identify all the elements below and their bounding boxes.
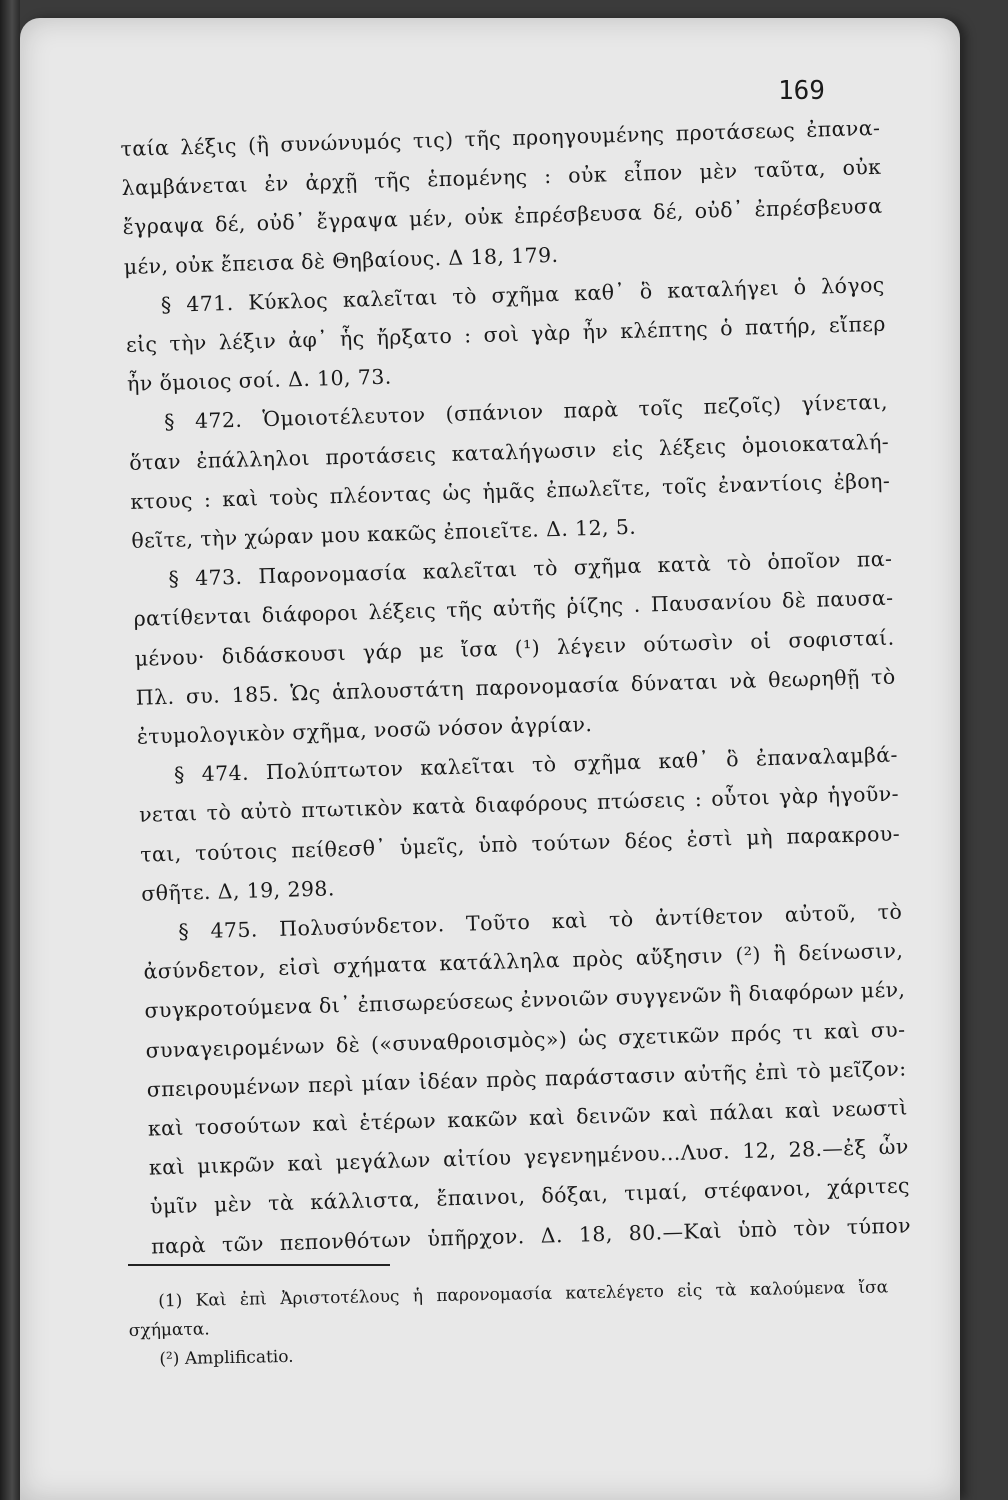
section-475-heading-line: § 475. Πολυσύνδετον. Τοῦτο καὶ τὸ ἀντίθετον αὐτοῦ, τὸ [178, 899, 903, 944]
text-line: εἰς τὴν λέξιν ἀφ᾽ ἧς ἤρξατο : σοὶ γὰρ ἦν κλέπτης ὁ πατήρ, εἴπερ [125, 311, 887, 357]
text-line: λαμβάνεται ἐν ἀρχῇ τῆς ἑπομένης : οὐκ εἶπον μὲν ταῦτα, οὐκ [121, 154, 882, 201]
text-line: ται, τούτοις πείθεσθ᾽ ὑμεῖς, ὑπὸ τούτων δέος ἐστὶ μὴ παρακρου- [139, 821, 901, 867]
text-line: ἦν ὅμοιος σοί. Δ. 10, 73. [126, 364, 392, 397]
text-line: Πλ. συ. 185. Ὡς ἁπλουστάτη παρονομασία δύναται νὰ θεωρηθῇ τὸ [135, 664, 896, 710]
text-line: κτους : καὶ τοὺς πλέοντας ὡς ἡμᾶς ἐπωλεῖτε, τοῖς ἐναντίοις ἐβοη- [130, 468, 891, 514]
footnote-1: (1) Καὶ ἐπὶ Ἀριστοτέλους ἡ παρονομασία κατελέγετο εἰς τὰ καλούμενα ἴσα [158, 1277, 889, 1312]
book-binding-edge [0, 0, 20, 1500]
page-number: 169 [778, 76, 825, 106]
footnote-2: (²) Amplificatio. [159, 1346, 294, 1370]
section-471-heading-line: § 471. Κύκλος καλεῖται τὸ σχῆμα καθ᾽ ὃ καταλήγει ὁ λόγος [160, 272, 885, 317]
text-line: νεται τὸ αὐτὸ πτωτικὸν κατὰ διαφόρους πτώσεις : οὗτοι γὰρ ἡγοῦν- [138, 781, 900, 828]
footnote-divider [128, 1264, 390, 1266]
footnote-1-continued: σχήματα. [128, 1319, 210, 1341]
text-line: ἀσύνδετον, εἰσὶ σχήματα κατάλληλα πρὸς αὔξησιν (²) ἢ δείνωσιν, [143, 938, 904, 984]
text-line: ρατίθενται διάφοροι λέξεις τῆς αὐτῆς ῥίζης . Παυσανίου δὲ παυσα- [133, 586, 894, 632]
footnotes [128, 1273, 890, 1375]
section-473-heading-line: § 473. Παρονομασία καλεῖται τὸ σχῆμα κατὰ τὸ ὁποῖον πα- [168, 546, 893, 592]
text-line: συναγειρομένων δὲ («συναθροισμὸς») ὡς σχετικῶν πρός τι καὶ συ- [145, 1017, 906, 1063]
text-line: ταία λέξις (ἢ συνώνυμός τις) τῆς προηγουμένης προτάσεως ἐπανα- [120, 115, 881, 161]
text-line: σπειρουμένων περὶ μίαν ἰδέαν πρὸς παράστασιν αὐτῆς ἐπὶ τὸ μεῖζον: [146, 1056, 907, 1102]
text-line: σθῆτε. Δ, 19, 298. [140, 876, 336, 906]
text-line: ὅταν ἐπάλληλοι προτάσεις καταλήγωσιν εἰς λέξεις ὁμοιοκαταλή- [128, 429, 890, 475]
book-page [20, 18, 960, 1500]
text-line: καὶ τοσούτων καὶ ἑτέρων κακῶν καὶ δεινῶν καὶ πάλαι καὶ νεωστὶ [147, 1095, 908, 1141]
text-line: ὑμῖν μὲν τὰ κάλλιστα, ἔπαινοι, δόξαι, τιμαί, στέφανοι, χάριτες [149, 1173, 911, 1220]
text-line: μέν, οὐκ ἔπεισα δὲ Θηβαίους. Δ 18, 179. [123, 242, 559, 279]
text-line: ἐτυμολογικὸν σχῆμα, νοσῶ νόσον ἀγρίαν. [136, 712, 593, 749]
section-472-heading-line: § 472. Ὁμοιοτέλευτον (σπάνιον παρὰ τοῖς πεζοῖς) γίνεται, [163, 390, 889, 435]
text-line: θεῖτε, τὴν χώραν μου κακῶς ἐποιεῖτε. Δ. 12, 5. [131, 514, 637, 553]
text-line: ἔγραψα δέ, οὐδ᾽ ἔγραψα μέν, οὐκ ἐπρέσβευσα δέ, οὐδ᾽ ἐπρέσβευσα [122, 194, 883, 240]
text-line: μένου· διδάσκουσι γάρ με ἴσα (¹) λέγειν ούτωσὶν οἱ σοφισταί. [134, 625, 895, 671]
text-line: παρὰ τῶν πεπονθότων ὑπῆρχον. Δ. 18, 80.—Καὶ ὑπὸ τὸν τύπον [150, 1213, 912, 1259]
body-text [120, 109, 911, 1267]
text-line: συγκροτούμενα δι᾽ ἐπισωρεύσεως ἐννοιῶν συγγενῶν ἢ διαφόρων μέν, [144, 977, 906, 1024]
text-line: καὶ μικρῶν καὶ μεγάλων αἰτίου γεγενημένου...Λυσ. 12, 28.—ἐξ ὧν [148, 1134, 910, 1180]
section-474-heading-line: § 474. Πολύπτωτον καλεῖται τὸ σχῆμα καθ᾽ ὃ ἐπαναλαμβά- [173, 742, 899, 787]
